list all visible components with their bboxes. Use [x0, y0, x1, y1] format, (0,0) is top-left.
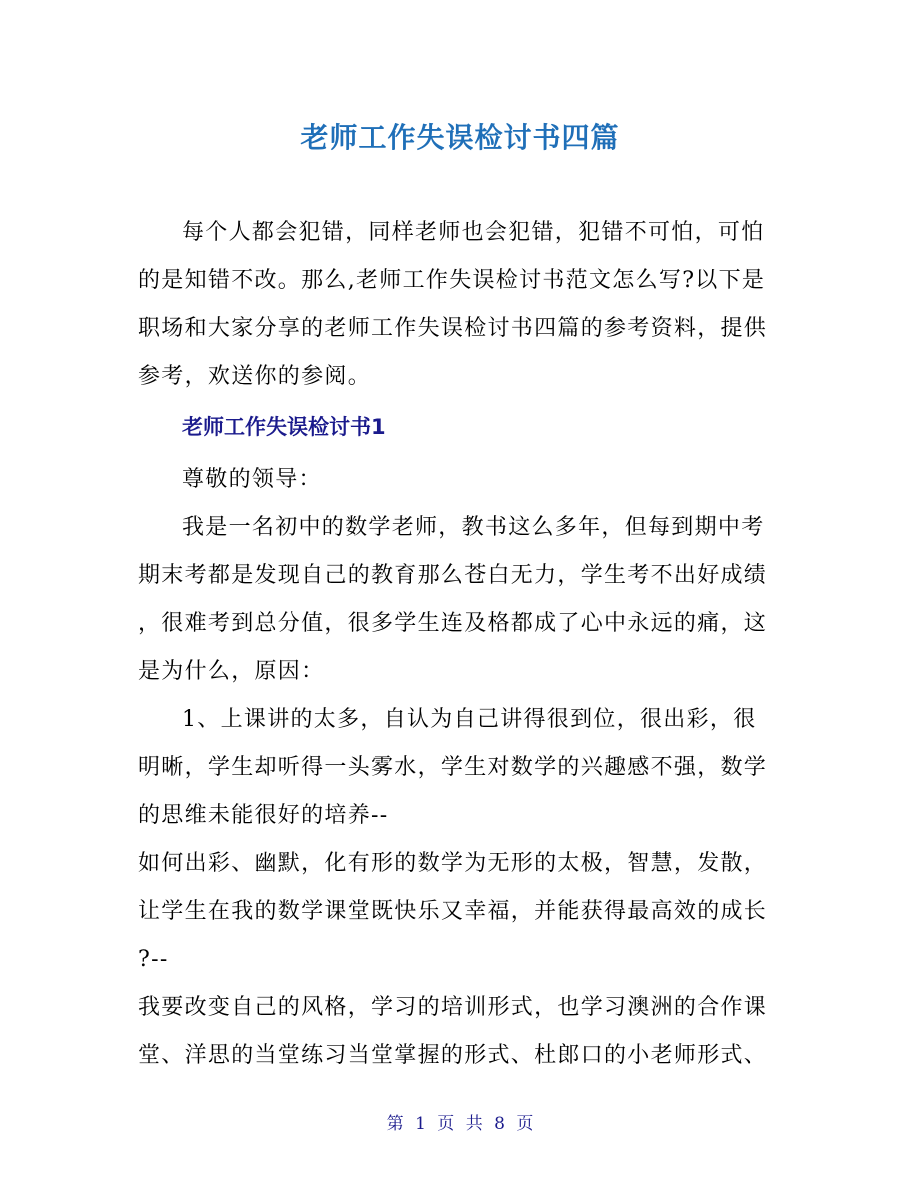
salutation: 尊敬的领导：: [182, 467, 322, 492]
intro-line: 职场和大家分享的老师工作失误检讨书四篇的参考资料，提供: [138, 316, 768, 341]
paragraph-line: 如何出彩、幽默，化有形的数学为无形的太极，智慧，发散，: [138, 851, 768, 876]
paragraph-line: 堂、洋思的当堂练习当堂掌握的形式、杜郎口的小老师形式、: [138, 1043, 768, 1068]
intro-line: 的是知错不改。那么,老师工作失误检讨书范文怎么写?以下是: [138, 268, 766, 293]
intro-line: 每个人都会犯错，同样老师也会犯错，犯错不可怕，可怕: [182, 220, 765, 245]
intro-line: 参考，欢送你的参阅。: [138, 364, 372, 389]
paragraph-line: 让学生在我的数学课堂既快乐又幸福，并能获得最高效的成长: [138, 899, 768, 924]
paragraph-line: 是为什么，原因：: [138, 659, 325, 684]
document-title: 老师工作失误检讨书四篇: [300, 121, 620, 154]
paragraph-line: 我是一名初中的数学老师，教书这么多年，但每到期中考: [182, 515, 765, 540]
paragraph-line: ?--: [138, 947, 169, 972]
section-heading: 老师工作失误检讨书1: [182, 415, 386, 439]
paragraph-line: 期末考都是发现自己的教育那么苍白无力，学生考不出好成绩: [138, 563, 768, 588]
paragraph-line: ，很难考到总分值，很多学生连及格都成了心中永远的痛，这: [138, 611, 768, 636]
paragraph-line: 我要改变自己的风格，学习的培训形式，也学习澳洲的合作课: [138, 995, 768, 1020]
paragraph-line: 明晰，学生却听得一头雾水，学生对数学的兴趣感不强，数学: [138, 755, 768, 780]
page-footer: 第 1 页 共 8 页: [386, 1114, 534, 1134]
paragraph-line: 1、上课讲的太多，自认为自己讲得很到位，很出彩，很: [182, 707, 757, 732]
paragraph-line: 的思维未能很好的培养--: [138, 803, 389, 828]
